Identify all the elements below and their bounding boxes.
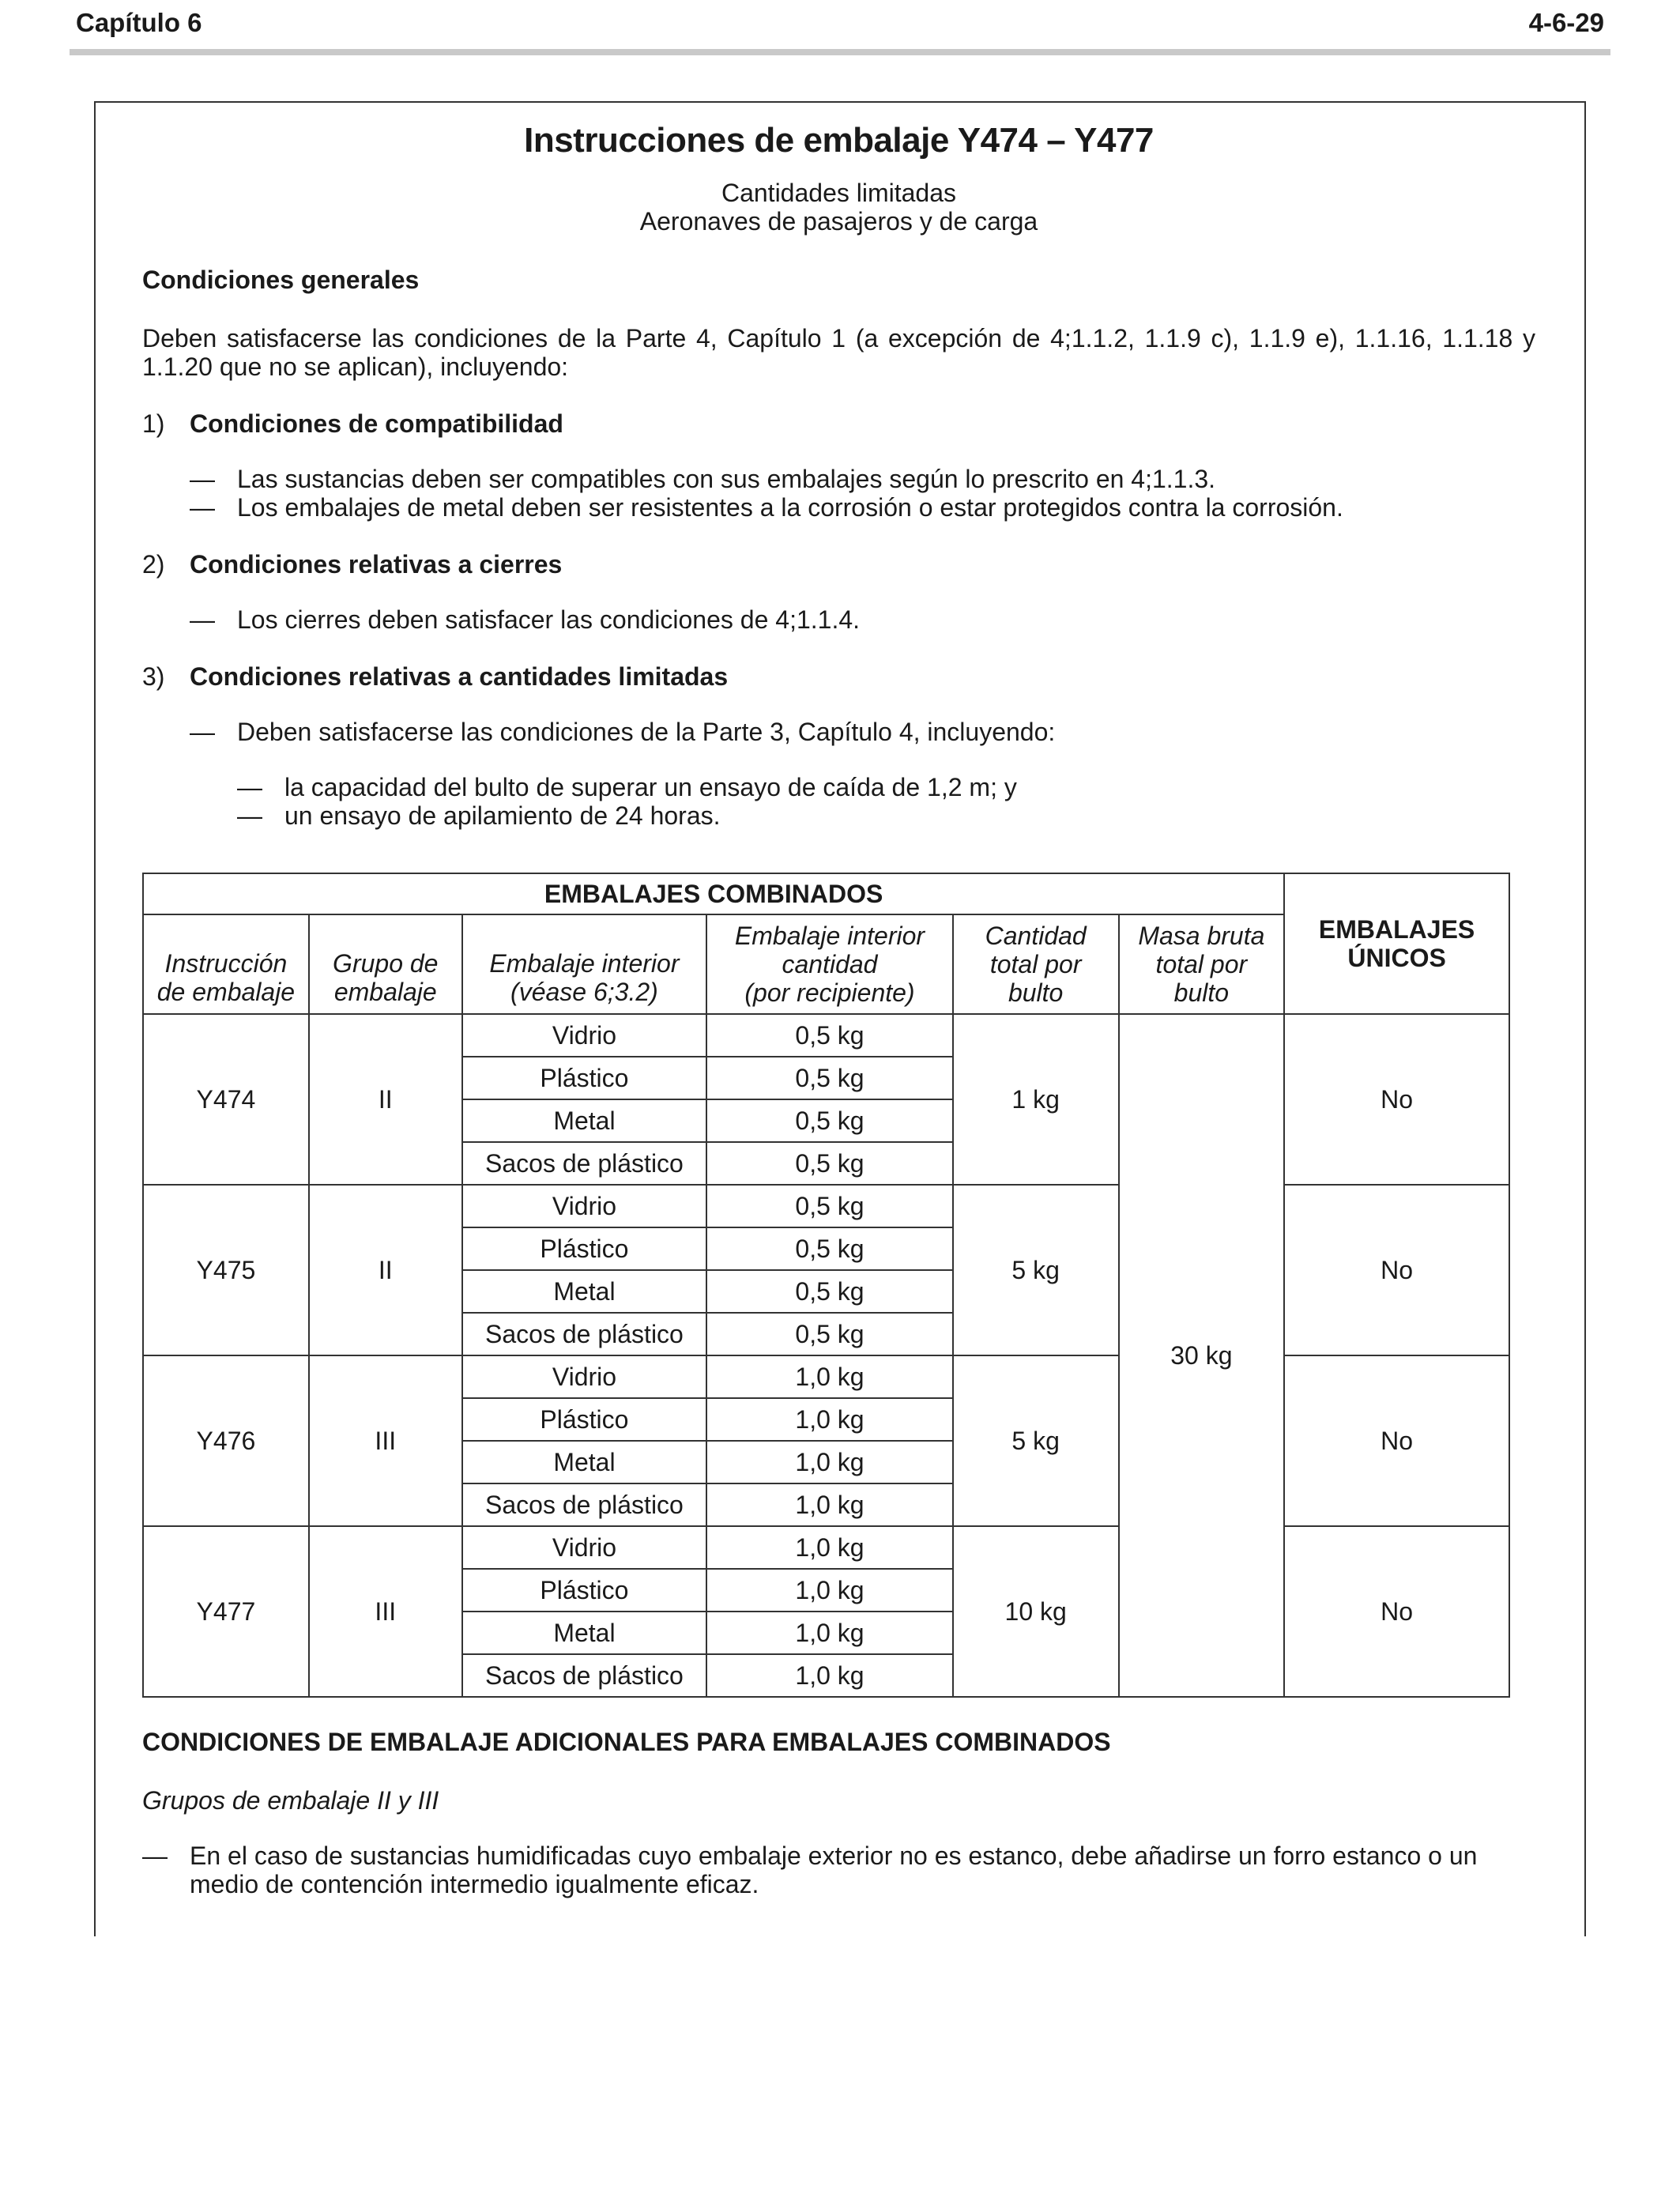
header-line: bulto	[1173, 978, 1230, 1007]
cell-inner-quantity: 1,0 kg	[706, 1483, 953, 1526]
cell-inner-packaging: Sacos de plástico	[462, 1142, 707, 1185]
cell-inner-packaging: Vidrio	[462, 1014, 707, 1057]
header-line: total por	[989, 950, 1082, 978]
dash-bullet: —	[190, 493, 215, 522]
cell-inner-packaging: Metal	[462, 1441, 707, 1483]
cell-inner-packaging: Plástico	[462, 1398, 707, 1441]
additional-conditions-heading: CONDICIONES DE EMBALAJE ADICIONALES PARA EMBALAJES COMBINADOS	[142, 1728, 1111, 1756]
list-item-text: Las sustancias deben ser compatibles con sus embalajes según lo prescrito en 4;1.1.3.	[237, 465, 1216, 493]
cell-inner-packaging: Plástico	[462, 1569, 707, 1612]
cell-inner-quantity: 1,0 kg	[706, 1526, 953, 1569]
section-title: Condiciones relativas a cierres	[190, 550, 563, 579]
header-line: (véase 6;3.2)	[510, 978, 658, 1006]
cell-inner-packaging: Sacos de plástico	[462, 1313, 707, 1355]
cell-packing-group: II	[309, 1014, 462, 1185]
cell-inner-quantity: 0,5 kg	[706, 1099, 953, 1142]
header-line: Embalaje interior	[489, 949, 680, 978]
list-item	[142, 465, 1535, 493]
list-item	[142, 801, 1535, 830]
column-header-inner-quantity	[706, 914, 953, 1014]
section-number: 2)	[142, 550, 165, 579]
table-row	[143, 1355, 1509, 1398]
cell-gross-mass: 30 kg	[1119, 1014, 1285, 1697]
cell-instruction: Y474	[143, 1014, 309, 1185]
cell-instruction: Y476	[143, 1355, 309, 1526]
cell-inner-packaging: Vidrio	[462, 1526, 707, 1569]
cell-inner-quantity: 0,5 kg	[706, 1227, 953, 1270]
table-row	[143, 1526, 1509, 1569]
cell-inner-quantity: 1,0 kg	[706, 1441, 953, 1483]
list-item-text: Los cierres deben satisfacer las condiciones de 4;1.1.4.	[237, 605, 861, 634]
cell-inner-packaging: Vidrio	[462, 1185, 707, 1227]
header-line: Grupo de	[333, 949, 439, 978]
additional-conditions	[142, 1728, 1535, 1898]
section-number: 3)	[142, 662, 165, 691]
column-header-instruction	[143, 914, 309, 1014]
column-header-packing-group	[309, 914, 462, 1014]
table-row	[143, 1014, 1509, 1057]
cell-single-packaging: No	[1284, 1185, 1509, 1355]
cell-packing-group: III	[309, 1355, 462, 1526]
cell-inner-quantity: 0,5 kg	[706, 1014, 953, 1057]
additional-conditions-list	[142, 1842, 1535, 1898]
cell-inner-quantity: 1,0 kg	[706, 1398, 953, 1441]
list-item	[142, 605, 1535, 634]
compatibility-list	[142, 465, 1535, 522]
list-item	[142, 773, 1535, 801]
cell-inner-quantity: 0,5 kg	[706, 1185, 953, 1227]
packing-table	[142, 873, 1510, 1698]
cell-packing-group: II	[309, 1185, 462, 1355]
limited-quantities-list	[142, 718, 1535, 746]
cell-inner-quantity: 1,0 kg	[706, 1612, 953, 1654]
cell-inner-quantity: 0,5 kg	[706, 1313, 953, 1355]
list-item-text: Los embalajes de metal deben ser resistentes a la corrosión o estar protegidos contra la corrosión.	[237, 493, 1343, 522]
cell-single-packaging: No	[1284, 1355, 1509, 1526]
header-line: Cantidad	[985, 922, 1087, 950]
header-line: de embalaje	[156, 978, 296, 1006]
chapter-label: Capítulo 6	[76, 8, 202, 37]
header-line: (por recipiente)	[744, 978, 915, 1007]
section-title: Condiciones de compatibilidad	[190, 409, 563, 438]
cell-inner-quantity: 1,0 kg	[706, 1355, 953, 1398]
single-packagings-header	[1284, 873, 1509, 1014]
header-line: embalaje	[333, 978, 437, 1006]
header-line: Instrucción	[164, 949, 288, 978]
cell-single-packaging: No	[1284, 1014, 1509, 1185]
column-header-total-per-package	[953, 914, 1119, 1014]
cell-instruction: Y477	[143, 1526, 309, 1697]
cell-inner-quantity: 1,0 kg	[706, 1569, 953, 1612]
list-item	[142, 1842, 1535, 1898]
cell-total-per-package: 5 kg	[953, 1355, 1119, 1526]
cell-inner-quantity: 0,5 kg	[706, 1270, 953, 1313]
list-item	[142, 493, 1535, 522]
cell-inner-quantity: 1,0 kg	[706, 1654, 953, 1697]
dash-bullet: —	[190, 465, 215, 493]
cell-single-packaging: No	[1284, 1526, 1509, 1697]
header-rule	[70, 49, 1610, 55]
closures-list	[142, 605, 1535, 634]
list-item-text: Deben satisfacerse las condiciones de la Parte 3, Capítulo 4, incluyendo:	[237, 718, 1056, 746]
instructions-body	[142, 119, 1535, 830]
cell-inner-packaging: Sacos de plástico	[462, 1483, 707, 1526]
subtitle-aircraft: Aeronaves de pasajeros y de carga	[639, 207, 1038, 236]
cell-inner-packaging: Plástico	[462, 1227, 707, 1270]
header-line: Embalaje interior	[734, 922, 925, 950]
cell-total-per-package: 5 kg	[953, 1185, 1119, 1355]
column-header-gross-mass	[1119, 914, 1285, 1014]
section-title: Condiciones relativas a cantidades limitadas	[190, 662, 729, 691]
section-closures	[142, 550, 1535, 579]
page-title: Instrucciones de embalaje Y474 – Y477	[524, 121, 1154, 160]
table-row	[143, 1185, 1509, 1227]
header-line: bulto	[1008, 978, 1064, 1007]
list-item-text: un ensayo de apilamiento de 24 horas.	[284, 801, 721, 830]
header-line: cantidad	[782, 950, 878, 978]
section-limited-quantities	[142, 662, 1535, 691]
column-header-inner-packaging	[462, 914, 707, 1014]
header-line: total por	[1155, 950, 1248, 978]
dash-bullet: —	[237, 773, 262, 801]
cell-inner-packaging: Metal	[462, 1099, 707, 1142]
section-number: 1)	[142, 409, 165, 438]
cell-inner-packaging: Vidrio	[462, 1355, 707, 1398]
cell-total-per-package: 10 kg	[953, 1526, 1119, 1697]
single-header-line: EMBALAJES	[1318, 915, 1475, 944]
dash-bullet: —	[237, 801, 262, 830]
cell-instruction: Y475	[143, 1185, 309, 1355]
section-compatibility	[142, 409, 1535, 438]
list-item-text: En el caso de sustancias humidificadas cuyo embalaje exterior no es estanco, debe añadirse un forro estanco o un medio de contención intermedio igualmente eficaz.	[190, 1842, 1478, 1898]
limited-quantities-sublist	[142, 773, 1535, 830]
cell-inner-packaging: Metal	[462, 1612, 707, 1654]
general-conditions-heading: Condiciones generales	[142, 266, 420, 294]
dash-bullet: —	[190, 605, 215, 634]
cell-inner-packaging: Sacos de plástico	[462, 1654, 707, 1697]
subtitle-limited-quantities: Cantidades limitadas	[721, 179, 957, 207]
combination-packagings-header: EMBALAJES COMBINADOS	[143, 873, 1284, 914]
list-item	[142, 718, 1535, 746]
dash-bullet: —	[190, 718, 215, 746]
list-item-text: la capacidad del bulto de superar un ensayo de caída de 1,2 m; y	[284, 773, 1017, 801]
dash-bullet: —	[142, 1842, 168, 1870]
header-line: Masa bruta	[1138, 922, 1265, 950]
page-number: 4-6-29	[1528, 8, 1604, 37]
packing-groups-subheading: Grupos de embalaje II y III	[142, 1786, 439, 1815]
cell-inner-quantity: 0,5 kg	[706, 1057, 953, 1099]
cell-packing-group: III	[309, 1526, 462, 1697]
cell-inner-quantity: 0,5 kg	[706, 1142, 953, 1185]
page-header	[76, 2, 1604, 49]
general-conditions-text: Deben satisfacerse las condiciones de la Parte 4, Capítulo 1 (a excepción de 4;1.1.2, 1.1.9 c), 1.1.9 e), 1.1.16, 1.1.18 y 1.1.20 que no se aplican), incluyendo:	[142, 324, 1535, 381]
cell-inner-packaging: Plástico	[462, 1057, 707, 1099]
single-header-line: ÚNICOS	[1347, 944, 1446, 972]
cell-total-per-package: 1 kg	[953, 1014, 1119, 1185]
cell-inner-packaging: Metal	[462, 1270, 707, 1313]
